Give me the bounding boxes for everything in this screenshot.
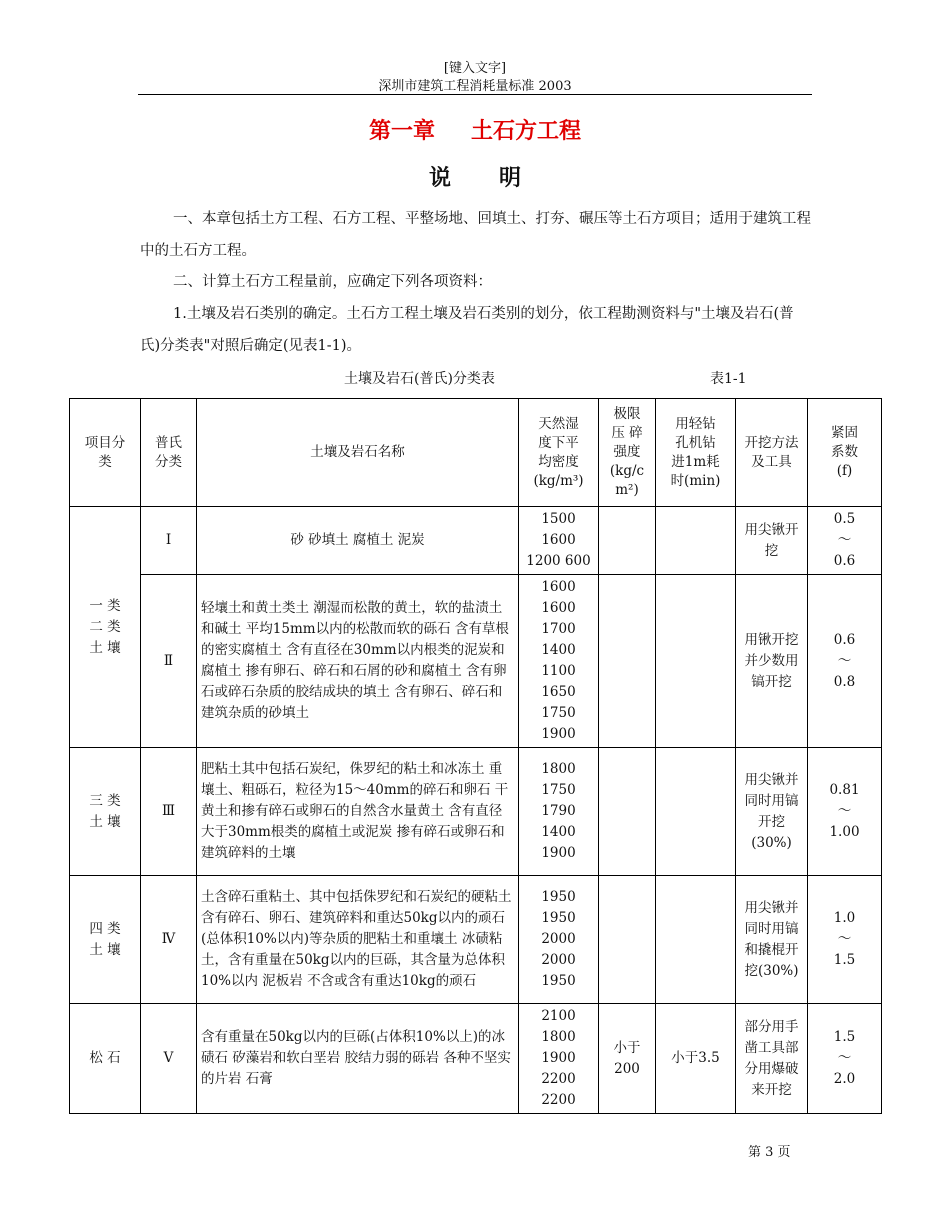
table-row (70, 876, 882, 1004)
row-coefficient: 0.6 ～ 0.8 (808, 575, 882, 748)
row-drill-time (656, 748, 736, 876)
chapter-number: 第一章 (368, 119, 435, 144)
header-standard-title: 深圳市建筑工程消耗量标准 2003 (378, 79, 572, 94)
row-method: 用尖锹开 挖 (736, 507, 808, 575)
row-density: 1800 1750 1790 1400 1900 (519, 748, 599, 876)
header-protodyakonov: 普氏 分类 (141, 399, 197, 507)
row-method: 用尖锹并 同时用镐 和撬棍开 挖(30%) (736, 876, 808, 1004)
header-strength: 极限 压 碎 强度 (kg/c m²) (599, 399, 656, 507)
row-class: Ⅰ (141, 507, 197, 575)
page-number: 第 3 页 (748, 1145, 791, 1160)
row-method: 用尖锹并 同时用镐 开挖 (30%) (736, 748, 808, 876)
row-category: 一 类 二 类 土 壤 (70, 507, 141, 748)
table-caption: 土壤及岩石(普氏)分类表 (344, 371, 495, 387)
header-name: 土壤及岩石名称 (197, 399, 519, 507)
row-density: 2100 1800 1900 2200 2200 (519, 1004, 599, 1114)
header-density: 天然湿 度下平 均密度 (kg/m³) (519, 399, 599, 507)
header-coefficient: 紧固 系数 (f) (808, 399, 882, 507)
chapter-name: 土石方工程 (471, 119, 582, 144)
table-number: 表1-1 (710, 371, 747, 387)
row-coefficient: 1.5 ～ 2.0 (808, 1004, 882, 1114)
section-char-2: 明 (499, 166, 522, 191)
chapter-title (0, 114, 950, 145)
row-class: Ⅴ (141, 1004, 197, 1114)
row-class: Ⅱ (141, 575, 197, 748)
row-coefficient: 1.0 ～ 1.5 (808, 876, 882, 1004)
paragraph-3: 1.土壤及岩石类别的确定。土石方工程土壤及岩石类别的划分，依工程勘测资料与"土壤及岩石(普氏)分类表"对照后确定(见表1-1)。 (140, 306, 794, 354)
table-row (70, 507, 882, 575)
row-name: 砂 砂填土 腐植土 泥炭 (197, 507, 519, 575)
row-density: 1950 1950 2000 2000 1950 (519, 876, 599, 1004)
soil-rock-classification-table (69, 398, 882, 1114)
row-strength (599, 507, 656, 575)
row-drill-time (656, 507, 736, 575)
row-density: 1600 1600 1700 1400 1100 1650 1750 1900 (519, 575, 599, 748)
row-coefficient: 0.5 ～ 0.6 (808, 507, 882, 575)
header-drill-time: 用轻钻 孔机钻 进1m耗 时(min) (656, 399, 736, 507)
row-strength (599, 876, 656, 1004)
header-rule (138, 94, 812, 95)
row-drill-time (656, 876, 736, 1004)
paragraph-1: 一、本章包括土方工程、石方工程、平整场地、回填土、打夯、碾压等土石方项目；适用于建筑工程中的土石方工程。 (140, 211, 811, 259)
section-title (0, 161, 950, 192)
table-row (70, 748, 882, 876)
row-strength (599, 748, 656, 876)
row-method: 部分用手 凿工具部 分用爆破 来开挖 (736, 1004, 808, 1114)
header-placeholder: [键入文字] (443, 61, 507, 76)
table-row (70, 1004, 882, 1114)
row-coefficient: 0.81 ～ 1.00 (808, 748, 882, 876)
row-class: Ⅲ (141, 748, 197, 876)
row-name: 含有重量在50kg以内的巨砾(占体积10%以上)的冰碛石 矽藻岩和软白垩岩 胶结力弱的砾岩 各种不坚实的片岩 石膏 (197, 1004, 519, 1114)
row-name: 肥粘土其中包括石炭纪，侏罗纪的粘土和冰冻土 重壤土、粗砾石，粒径为15～40mm的碎石和卵石 干黄土和掺有碎石或卵石的自然含水量黄土 含有直径大于30mm根类的腐植土或泥炭 掺有碎石或卵石和建筑碎料的土壤 (197, 748, 519, 876)
row-method: 用锹开挖 并少数用 镐开挖 (736, 575, 808, 748)
section-char-1: 说 (428, 166, 451, 191)
row-category: 四 类 土 壤 (70, 876, 141, 1004)
row-name: 土含碎石重粘土、其中包括侏罗纪和石炭纪的硬粘土 含有碎石、卵石、建筑碎料和重达50kg以内的顽石(总体积10%以内)等杂质的肥粘土和重壤土 冰碛粘土，含有重量在50kg以内的巨砾，其含量为总体积10%以内 泥板岩 不含或含有重达10kg的顽石 (197, 876, 519, 1004)
row-class: Ⅳ (141, 876, 197, 1004)
row-strength: 小于 200 (599, 1004, 656, 1114)
table-row (70, 575, 882, 748)
table-header-row (70, 399, 882, 507)
header-method: 开挖方法 及工具 (736, 399, 808, 507)
row-drill-time: 小于3.5 (656, 1004, 736, 1114)
row-category: 松 石 (70, 1004, 141, 1114)
row-drill-time (656, 575, 736, 748)
row-name: 轻壤土和黄土类土 潮湿而松散的黄土，软的盐渍土和碱土 平均15mm以内的松散而软的砾石 含有草根的密实腐植土 含有直径在30mm以内根类的泥炭和腐植土 掺有卵石、碎石和石屑的砂和腐植土 含有卵石或碎石杂质的胶结成块的填土 含有卵石、碎石和建筑杂质的砂填土 (197, 575, 519, 748)
row-density: 1500 1600 1200 600 (519, 507, 599, 575)
paragraph-2: 二、计算土石方工程量前，应确定下列各项资料： (173, 274, 492, 290)
row-category: 三 类 土 壤 (70, 748, 141, 876)
header-category: 项目分 类 (70, 399, 141, 507)
row-strength (599, 575, 656, 748)
